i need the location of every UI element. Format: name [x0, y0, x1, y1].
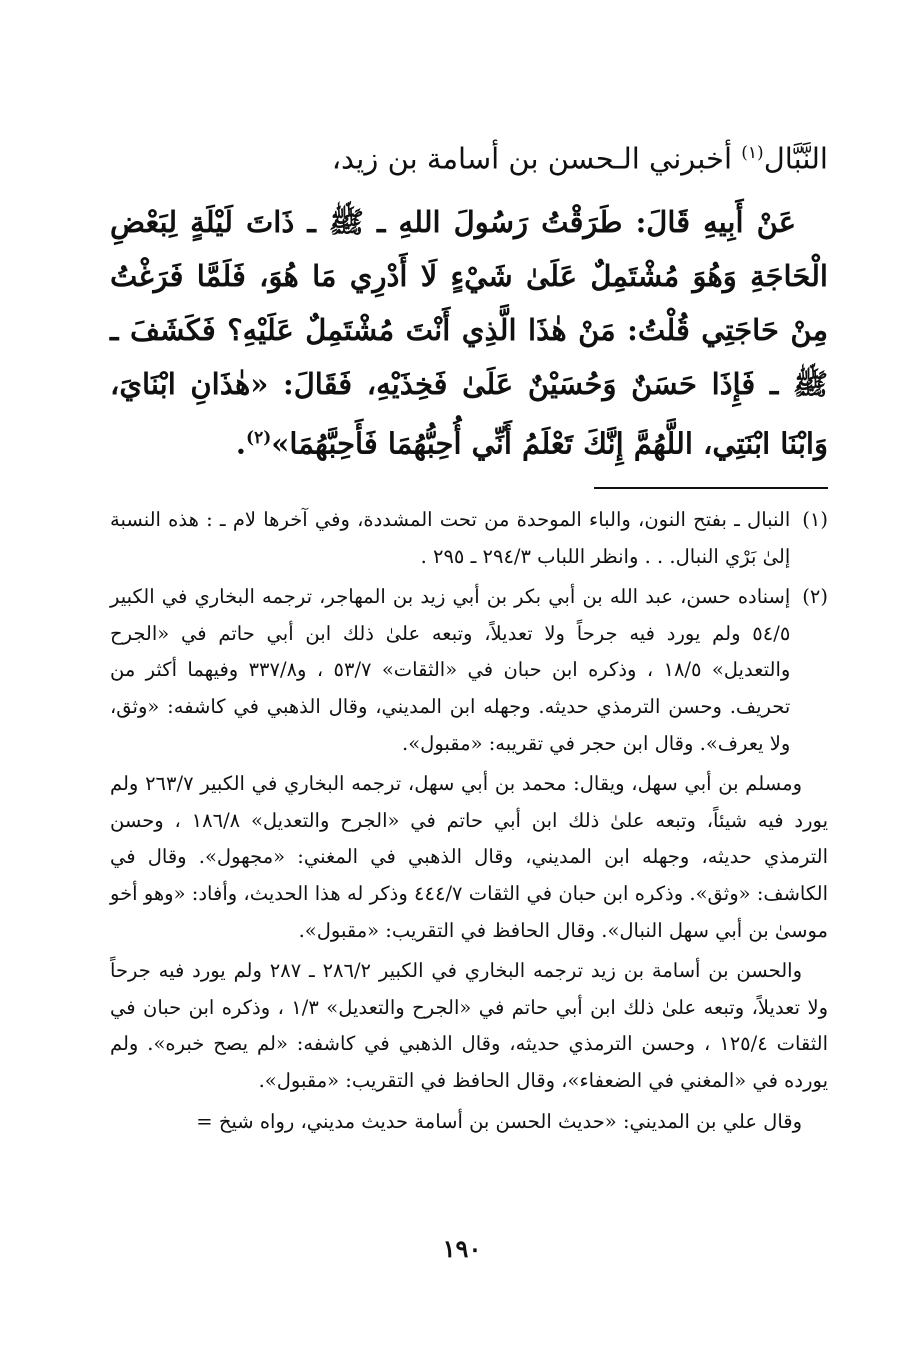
hadith-text: عَنْ أَبِيهِ قَالَ: طَرَقْتُ رَسُولَ اللهِ ـ ﷺ ـ ذَاتَ لَيْلَةٍ لِبَعْضِ الْحَاجَةِ وَهُوَ مُشْتَمِلٌ عَلَىٰ شَيْءٍ لَا أَدْرِي مَا هُوَ، فَلَمَّا فَرَغْتُ مِنْ حَاجَتِي قُلْتُ: مَنْ هٰذَا الَّذِي أَنْتَ مُشْتَمِلٌ عَلَيْهِ؟ فَكَشَفَ ـ ﷺ ـ فَإِذَا حَسَنٌ وَحُسَيْنٌ عَلَىٰ فَخِذَيْهِ، فَقَالَ: «هٰذَانِ ابْنَايَ، وَابْنَا ابْنَتِي، اللَّهُمَّ إِنَّكَ تَعْلَمُ أَنِّي أُحِبُّهُمَا فَأَحِبَّهُمَا» — [110, 205, 828, 461]
hadith-text-block — [110, 195, 828, 471]
footnote-ref-2: (٢) — [246, 428, 272, 448]
opening-line — [110, 128, 828, 184]
footnote-separator — [594, 487, 828, 489]
footnote-paragraph: والحسن بن أسامة بن زيد ترجمه البخاري في الكبير ٢٨٦/٢ ـ ٢٨٧ ولم يورد فيه جرحاً ولا تعديلاً، وتبعه علىٰ ذلك ابن أبي حاتم في «الجرح والتعديل» ١/٣ ، وذكره ابن حبان في الثقات ١٢٥/٤ ، وحسن الترمذي حديثه، وقال الذهبي في كاشفه: «لم يصح خبره». ولم يورده في «المغني في الضعفاء»، وقال الحافظ في التقريب: «مقبول». — [110, 959, 828, 1092]
footnote-number: (١) — [802, 508, 828, 531]
footnotes — [110, 502, 828, 1144]
hadith-paragraph — [110, 195, 828, 471]
footnote-number: (٢) — [802, 585, 828, 609]
page-number: ١٩٠ — [442, 1234, 482, 1263]
footnote-2 — [110, 579, 828, 762]
footnote-text: النبال ـ بفتح النون، والباء الموحدة من تحت المشددة، وفي آخرها لام ـ : هذه النسبة إلىٰ بَرْي النبال. . . وانظر اللباب ٢٩٤/٣ ـ ٢٩٥ . — [110, 508, 791, 568]
footnote-paragraph: وقال علي بن المديني: «حديث الحسن بن أسامة حديث مديني، رواه شيخ = — [196, 1109, 802, 1133]
footnote-ref-1: (١) — [741, 143, 764, 163]
footnote-text: إسناده حسن، عبد الله بن أبي بكر بن أبي زيد بن المهاجر، ترجمه البخاري في الكبير ٥٤/٥ ولم يورد فيه جرحاً ولا تعديلاً، وتبعه علىٰ ذلك ابن أبي حاتم في «الجرح والتعديل» ١٨/٥ ، وذكره ابن حبان في «الثقات» ٥٣/٧ ، و٣٣٧/٨ وفيهما أكثر من تحريف. وحسن الترمذي حديثه. وجهله ابن المديني، وقال الذهبي في كاشفه: «وثق، ولا يعرف». وقال ابن حجر في تقريبه: «مقبول». — [110, 585, 791, 755]
header-text: أخبرني الـحسن بن أسامة بن زيد، — [331, 141, 733, 176]
hadith-end: . — [235, 426, 247, 461]
footnote-1 — [110, 502, 828, 575]
header-word: النَّبَّال — [763, 141, 828, 176]
footnote-paragraph: ومسلم بن أبي سهل، ويقال: محمد بن أبي سهل، ترجمه البخاري في الكبير ٢٦٣/٧ ولم يورد فيه شيئاً، وتبعه علىٰ ذلك ابن أبي حاتم في «الجرح والتعديل» ١٨٦/٨ ، وحسن الترمذي حديثه، وجهله ابن المديني، وقال الذهبي في المغني: «مجهول». وقال في الكاشف: «وثق». وذكره ابن حبان في الثقات ٤٤٤/٧ وذكر له هذا الحديث، وأفاد: «وهو أخو موسىٰ بن أبي سهل النبال». وقال الحافظ في التقريب: «مقبول». — [110, 772, 828, 942]
